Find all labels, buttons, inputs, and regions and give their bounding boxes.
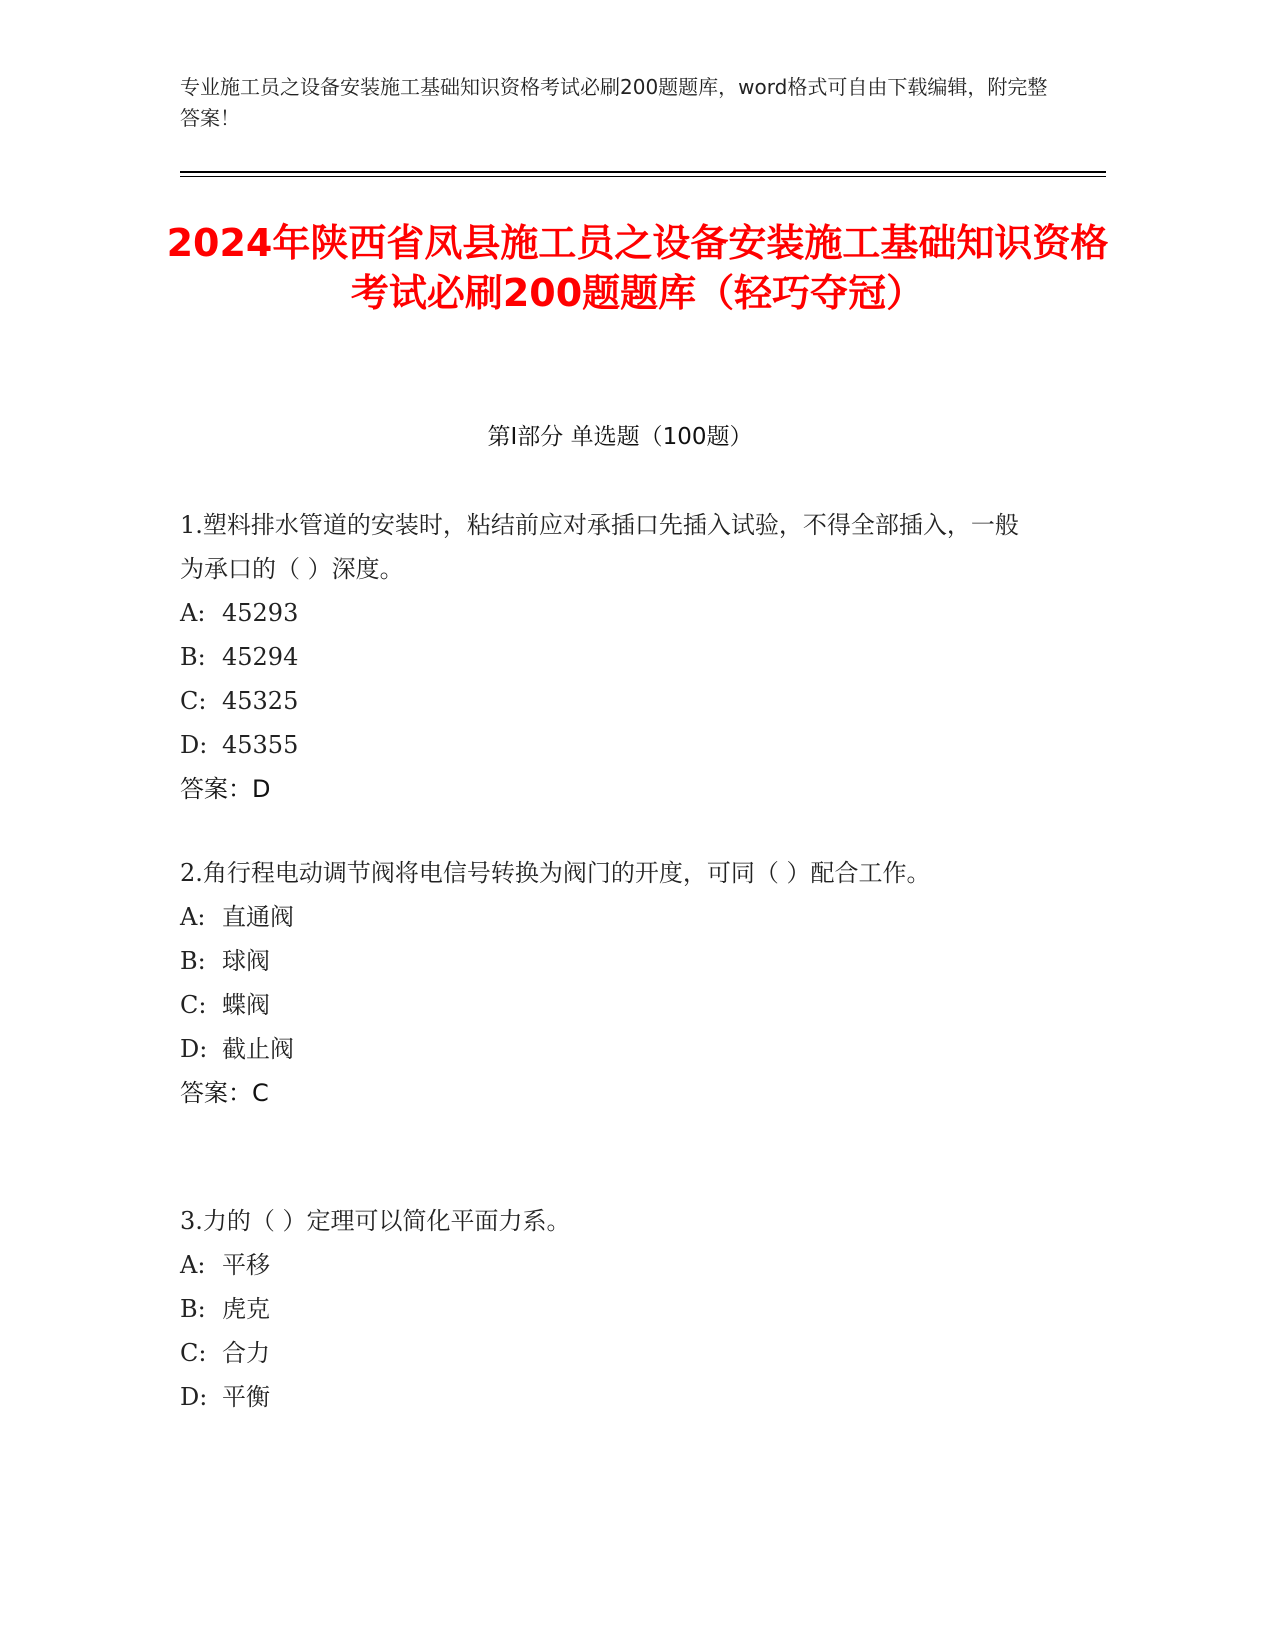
option-a (180, 895, 1080, 939)
option-a (180, 591, 1080, 635)
option-c (180, 983, 1080, 1027)
option-text: 合力 (222, 1339, 270, 1367)
option-text: 45293 (222, 599, 299, 627)
option-text: 45325 (222, 687, 299, 715)
question-stem: 3.力的（ ）定理可以简化平面力系。 (180, 1207, 571, 1235)
option-text: 直通阀 (222, 903, 294, 931)
option-letter: C: (180, 991, 207, 1019)
option-text: 球阀 (222, 947, 270, 975)
option-c (180, 1331, 1080, 1375)
answer-line: 答案：C (180, 1079, 269, 1107)
option-letter: C: (180, 687, 207, 715)
option-d (180, 1027, 1080, 1071)
option-text: 平衡 (222, 1383, 270, 1411)
option-d (180, 723, 1080, 767)
option-b (180, 939, 1080, 983)
option-letter: A: (180, 1251, 206, 1279)
question-stem: 2.角行程电动调节阀将电信号转换为阀门的开度，可同（ ）配合工作。 (180, 859, 931, 887)
question-2 (180, 851, 1080, 1115)
option-text: 截止阀 (222, 1035, 294, 1063)
option-d (180, 1375, 1080, 1419)
option-letter: C: (180, 1339, 207, 1367)
answer-line: 答案：D (180, 775, 271, 803)
document-title: 2024年陕西省凤县施工员之设备安装施工基础知识资格考试必刷200题题库（轻巧夺冠） (166, 221, 1109, 315)
option-letter: A: (180, 903, 206, 931)
option-b (180, 1287, 1080, 1331)
header-note: 专业施工员之设备安装施工基础知识资格考试必刷200题题库，word格式可自由下载编辑，附完整答案！ (180, 75, 1048, 130)
header-divider-thick (180, 171, 1106, 173)
question-1 (180, 503, 1080, 811)
option-letter: B: (180, 1295, 206, 1323)
option-letter: D: (180, 1035, 208, 1063)
option-letter: A: (180, 599, 206, 627)
option-text: 45294 (222, 643, 299, 671)
option-b (180, 635, 1080, 679)
option-c (180, 679, 1080, 723)
option-text: 虎克 (222, 1295, 270, 1323)
option-letter: B: (180, 947, 206, 975)
section-title: 第Ⅰ部分 单选题（100题） (487, 424, 753, 450)
option-letter: B: (180, 643, 206, 671)
option-a (180, 1243, 1080, 1287)
option-text: 蝶阀 (222, 991, 270, 1019)
question-stem: 1.塑料排水管道的安装时，粘结前应对承插口先插入试验，不得全部插入，一般为承口的（ ）深度。 (180, 511, 1019, 583)
option-letter: D: (180, 1383, 208, 1411)
header-divider-thin (180, 176, 1106, 177)
option-text: 平移 (222, 1251, 270, 1279)
option-text: 45355 (222, 731, 299, 759)
question-3 (180, 1199, 1080, 1419)
option-letter: D: (180, 731, 208, 759)
